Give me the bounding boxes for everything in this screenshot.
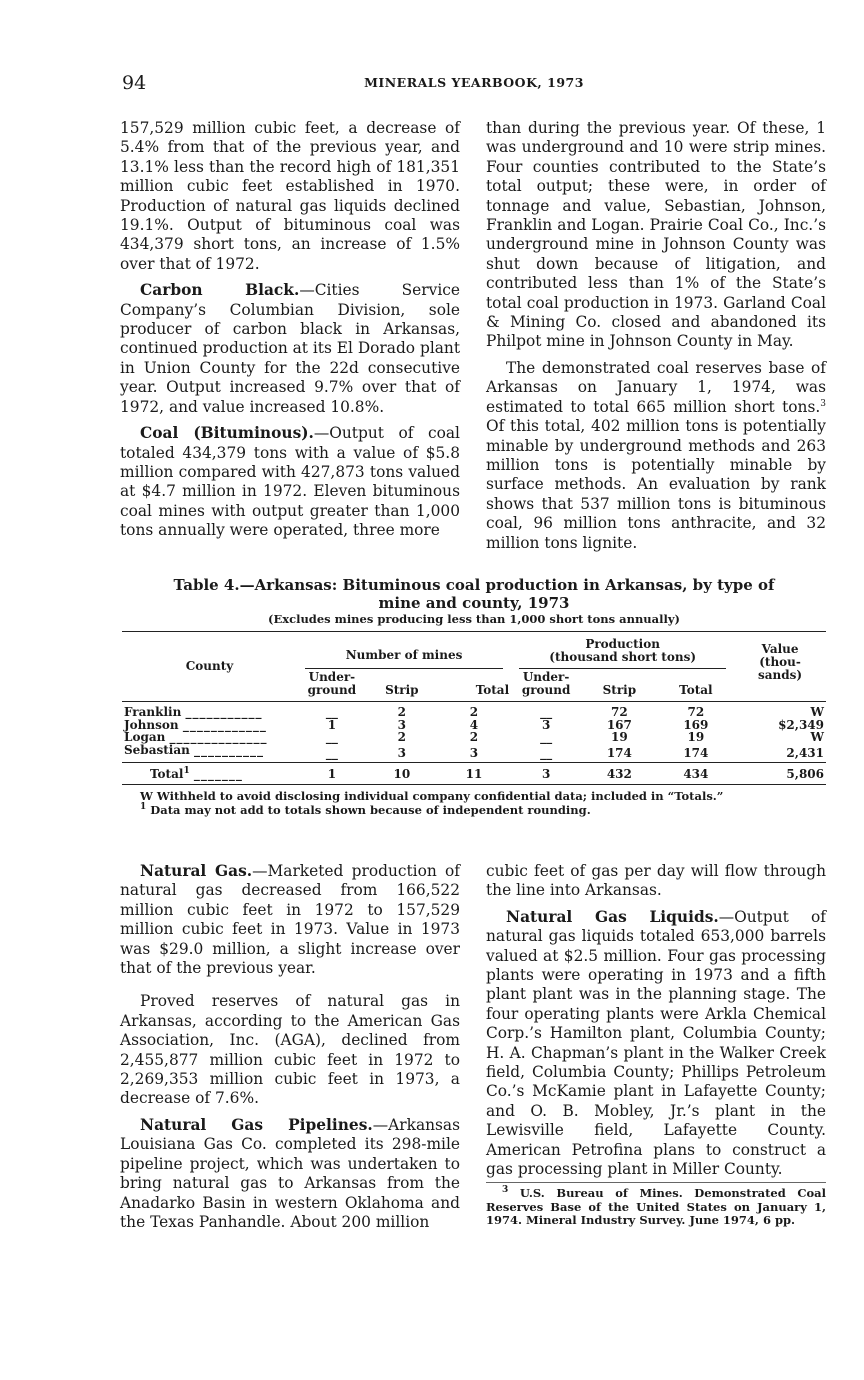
- col-underground-l1: Under-: [308, 670, 356, 684]
- prod-total: 19: [687, 730, 705, 744]
- coal-production-table: [122, 631, 826, 785]
- mines-underground: __: [325, 705, 338, 719]
- county-name: Franklin: [124, 705, 182, 719]
- leader-dots: ______________: [169, 730, 268, 744]
- mines-strip: 3: [397, 717, 407, 732]
- coal-text: —Output of coal totaled 434,379 tons with a value of $5.8 million compared with 427,873 tons valued at $4.7 million in 1972. Eleven bituminous coal mines with output greater than 1,000 tons annually were operated, three more: [120, 424, 460, 540]
- table-subtitle: (Excludes mines producing less than 1,000 short tons annually): [268, 612, 680, 626]
- paragraph-coal-continued: than during the previous year. Of these, 1 was underground and 10 were strip mines. Four counties contributed to the State’s total output; these were, in order of tonnage and value, Sebastian, Johnson, Franklin and Logan. Prairie Coal Co., Inc.’s underground mine in Johnson County was shut down because of litigation, and contributed less than 1% of the State’s total coal production in 1973. Garland Coal & Mining Co. closed and abandoned its Philpot mine in Johnson County in May.: [486, 119, 826, 351]
- col-underground-l1: Under-: [522, 670, 570, 684]
- table-4: [122, 576, 826, 817]
- value-cell: W: [810, 730, 824, 744]
- mines-strip: 10: [367, 763, 437, 785]
- col-prod-strip: Strip: [602, 683, 637, 697]
- group-production: [511, 632, 734, 671]
- heading-carbon-black: Carbon Black.: [140, 281, 300, 300]
- mines-total: 2: [469, 705, 479, 719]
- paragraph-pipeline-continued: cubic feet of gas per day will flow through the line into Arkansas.: [486, 862, 826, 900]
- prod-total: 72: [687, 705, 705, 719]
- column-left-top: [120, 119, 460, 548]
- gas-liquids-text: —Output of natural gas liquids totaled 653,000 barrels valued at $2.5 million. Four gas processing plants were operating in 1973 and a fifth plant plant was in the planning stage. The four operating plants were Arkla Chemical Corp.’s Hamilton plant, Columbia County; H. A. Chapman’s plant in the Walker Creek field, Columbia County; Phillips Petroleum Co.’s McKamie plant in Lafayette County; and O. B. Mobley, Jr.’s plant in the Lewisville field, Lafayette County. American Petrofina plans to construct a gas processing plant in Miller County.: [486, 907, 826, 1179]
- group-production-l2: (thousand short tons): [549, 650, 696, 664]
- mines-underground: __: [325, 730, 338, 744]
- paragraph-pipelines: [120, 1116, 460, 1232]
- natural-gas-text: —Marketed production of natural gas decreased from 166,522 million cubic feet in 1972 to 157,529 million cubic feet in 1973. Value in 1973 was $29.0 million, a slight increase over that of the previous year.: [120, 862, 460, 978]
- mines-strip: 3: [397, 745, 407, 760]
- county-name: Johnson: [124, 717, 179, 732]
- pipelines-text: —Arkansas Louisiana Gas Co. completed its 298-mile pipeline project, which was undertaken to bring natural gas to Arkansas from the Anadarko Basin in western Oklahoma and the Texas Panhandle. About 200 million: [120, 1115, 460, 1231]
- prod-underground: __: [540, 745, 553, 760]
- carbon-black-text: —Cities Service Company’s Columbian Division, sole producer of carbon black in Arkansas, continued production at its El Dorado plant in Union County for the 22d consecutive year. Output increased 9.7% over that of 1972, and value increased 10.8%.: [120, 281, 461, 416]
- page-header: [122, 72, 826, 98]
- group-mines-label: Number of mines: [305, 649, 503, 669]
- footnote-ref[interactable]: 3: [820, 398, 826, 409]
- leader-dots: ____________: [182, 717, 267, 732]
- table-row: [122, 744, 826, 763]
- col-underground-l2: ground: [307, 683, 357, 697]
- leader-dots: __________: [194, 742, 265, 757]
- page-number: 94: [122, 72, 147, 94]
- prod-underground: 3: [541, 717, 551, 732]
- value-cell: 2,431: [786, 745, 824, 760]
- county-name: Logan: [124, 730, 166, 744]
- prod-underground: __: [540, 705, 553, 719]
- value-cell: 5,806: [734, 763, 826, 785]
- col-prod-total: Total: [679, 683, 713, 697]
- col-mines-total: Total: [475, 683, 510, 697]
- heading-natural-gas: Natural Gas.: [140, 862, 253, 880]
- leader-dots: _______: [193, 767, 243, 781]
- prod-strip: 174: [606, 745, 632, 760]
- col-value: [734, 632, 826, 702]
- group-production-l1: Production: [585, 637, 660, 651]
- table-title: Table 4.—Arkansas: Bituminous coal production in Arkansas, by type of mine and county, 1973: [173, 576, 775, 612]
- leader-dots: ___________: [185, 705, 263, 719]
- footnote-number: 3: [502, 1185, 509, 1196]
- mines-underground: 1: [297, 763, 367, 785]
- prod-underground: __: [540, 730, 553, 744]
- table-notes: [122, 789, 826, 817]
- col-mines-underground: [297, 670, 367, 702]
- mines-strip: 2: [397, 730, 407, 744]
- column-left-bottom: [120, 862, 460, 1239]
- paragraph-proved-reserves: Proved reserves of natural gas in Arkansas, according to the American Gas Association, Inc. (AGA), declined from 2,455,877 million cubic feet in 1972 to 2,269,353 million cubic feet in 1973, a decrease of 7.6%.: [120, 992, 460, 1108]
- paragraph-carbon-black: [120, 281, 460, 417]
- paragraph-gas-liquids: [486, 908, 826, 1180]
- column-right-bottom: [486, 862, 826, 1187]
- mines-underground: __: [325, 745, 338, 760]
- heading-pipelines: Natural Gas Pipelines.: [140, 1115, 373, 1134]
- note-withheld: W Withheld to avoid disclosing individual company confidential data; included in “Totals.”: [140, 788, 724, 803]
- col-value-l2: (thou-: [759, 654, 801, 669]
- col-value-l1: Value: [761, 641, 799, 656]
- reserves-text-a: The demonstrated coal reserves base of Arkansas on January 1, 1974, was estimated to total 665 million short tons.: [486, 358, 826, 416]
- note-1-text: Data may not add to totals shown because of independent rounding.: [146, 802, 591, 817]
- prod-strip: 72: [611, 705, 628, 719]
- prod-strip: 19: [611, 730, 628, 744]
- total-label: Total: [150, 767, 184, 781]
- note-1-ref: 1: [140, 801, 147, 812]
- mines-total: 3: [469, 745, 479, 760]
- note-rounding: [140, 803, 826, 817]
- col-prod-underground: [511, 670, 581, 702]
- paragraph-coal-reserves: [486, 359, 826, 553]
- mines-strip: 2: [397, 705, 407, 719]
- footnote: [486, 1182, 826, 1228]
- column-right-top: [486, 119, 826, 560]
- paragraph-natural-gas: [120, 862, 460, 978]
- prod-strip: 167: [606, 717, 632, 732]
- value-cell: W: [810, 705, 824, 719]
- prod-strip: 432: [581, 763, 658, 785]
- footnote-body: U.S. Bureau of Mines. Demonstrated Coal Reserves Base of the United States on January 1, 1974. Mineral Industry Survey. June 1974, 6 pp.: [486, 1186, 826, 1227]
- footnote-text: [486, 1187, 826, 1228]
- prod-total: 434: [658, 763, 735, 785]
- prod-total: 169: [683, 717, 709, 732]
- col-county: County: [122, 632, 297, 702]
- paragraph-coal: [120, 424, 460, 540]
- reserves-text-b: Of this total, 402 million tons is potentially minable by underground methods and 263 million tons is potentially minable by surface methods. An evaluation by rank shows that 537 million tons is bituminous coal, 96 million tons anthracite, and 32 million tons lignite.: [486, 417, 826, 552]
- paragraph-gas-output: 157,529 million cubic feet, a decrease of 5.4% from that of the previous year, and 13.1% less than the record high of 181,351 million cubic feet established in 1970. Production of natural gas liquids declined 19.1%. Output of bituminous coal was 434,379 short tons, an increase of 1.5% over that of 1972.: [120, 119, 460, 273]
- mines-total: 11: [437, 763, 511, 785]
- table-total-row: [122, 763, 826, 785]
- total-footnote-ref[interactable]: 1: [183, 766, 190, 776]
- heading-coal: Coal (Bituminous).: [140, 424, 314, 443]
- prod-total: 174: [683, 745, 709, 760]
- col-underground-l2: ground: [521, 683, 571, 697]
- prod-underground: 3: [511, 763, 581, 785]
- mines-total: 2: [469, 730, 479, 744]
- value-cell: $2,349: [778, 717, 824, 732]
- col-value-l3: sands): [758, 667, 803, 682]
- mines-total: 4: [469, 717, 479, 732]
- heading-gas-liquids: Natural Gas Liquids.: [506, 907, 719, 926]
- running-title: MINERALS YEARBOOK, 1973: [364, 75, 584, 90]
- group-number-of-mines: [297, 632, 511, 671]
- mines-underground: 1: [327, 717, 337, 732]
- col-mines-strip: Strip: [385, 683, 419, 697]
- county-name: Sebastian: [124, 742, 190, 757]
